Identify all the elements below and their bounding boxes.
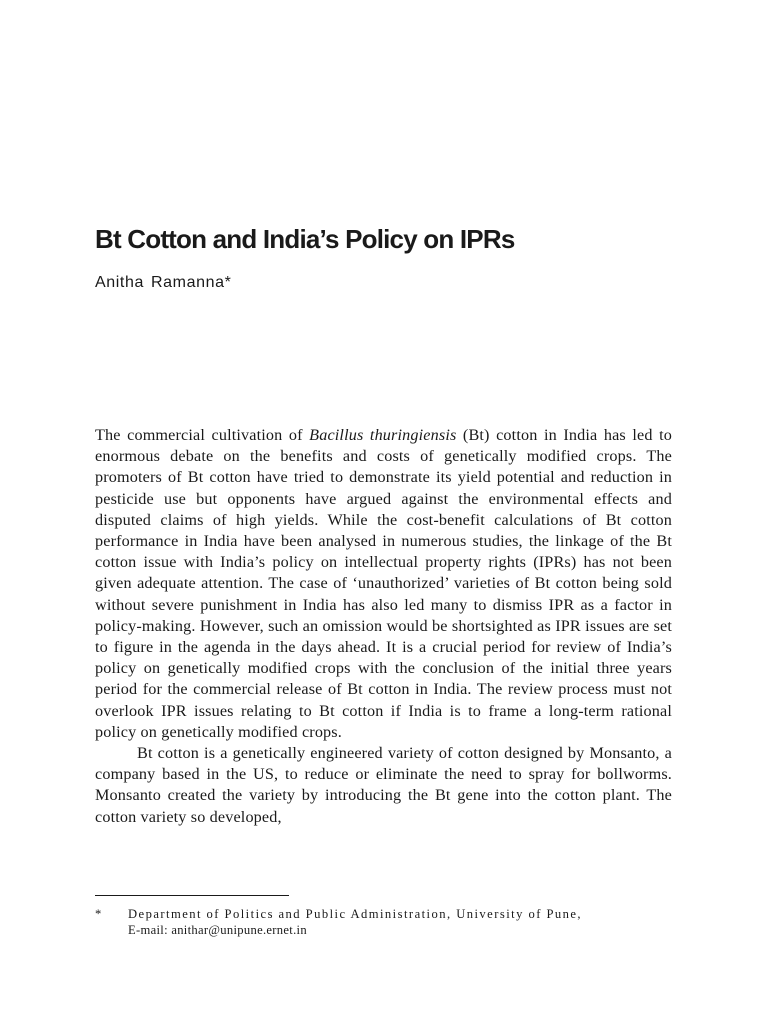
footnote — [95, 906, 672, 938]
footnote-text — [128, 906, 672, 938]
article-title: Bt Cotton and India’s Policy on IPRs — [95, 224, 515, 254]
body-paragraph-2: Bt cotton is a genetically engineered variety of cotton designed by Monsanto, a company based in the US, to reduce or eliminate the need to spray for bollworms. Monsanto created the variety by introducing the Bt gene into the cotton plant. The cotton variety so developed, — [95, 744, 672, 826]
footnote-email: E-mail: anithar@unipune.ernet.in — [128, 923, 307, 937]
footnote-affiliation: Department of Politics and Public Administration, University of Pune, — [128, 907, 583, 921]
species-name-italic: Bacillus thuringiensis — [309, 426, 457, 444]
article-body — [95, 425, 672, 828]
article-author: Anitha Ramanna* — [95, 274, 232, 291]
footnote-divider — [95, 895, 289, 896]
footnote-marker: * — [95, 907, 102, 921]
body-paragraph-1-start: The commercial cultivation of — [95, 426, 310, 444]
body-paragraph-1-rest: (Bt) cotton in India has led to enormous debate on the benefits and costs of genetically modified crops. The promoters of Bt cotton have tried to demonstrate its yield potential and reduction in pesticide use but opponents have argued against the environmental effects and disputed claims of high yields. While the cost-benefit calculations of Bt cotton performance in India have been analysed in numerous studies, the linkage of the Bt cotton issue with India’s policy on intellectual property rights (IPRs) has not been given adequate attention. The case of ‘unauthorized’ varieties of Bt cotton being sold without severe punishment in India has also led many to dismiss IPR as a factor in policy-making. However, such an omission would be shortsighted as IPR issues are set to figure in the agenda in the days ahead. It is a crucial period for review of India’s policy on genetically modified crops with the conclusion of the initial three years period for the commercial release of Bt cotton in India. The review process must not overlook IPR issues relating to Bt cotton if India is to frame a long-term rational policy on genetically modified crops. — [95, 426, 672, 741]
body-paragraph-1 — [95, 425, 672, 743]
